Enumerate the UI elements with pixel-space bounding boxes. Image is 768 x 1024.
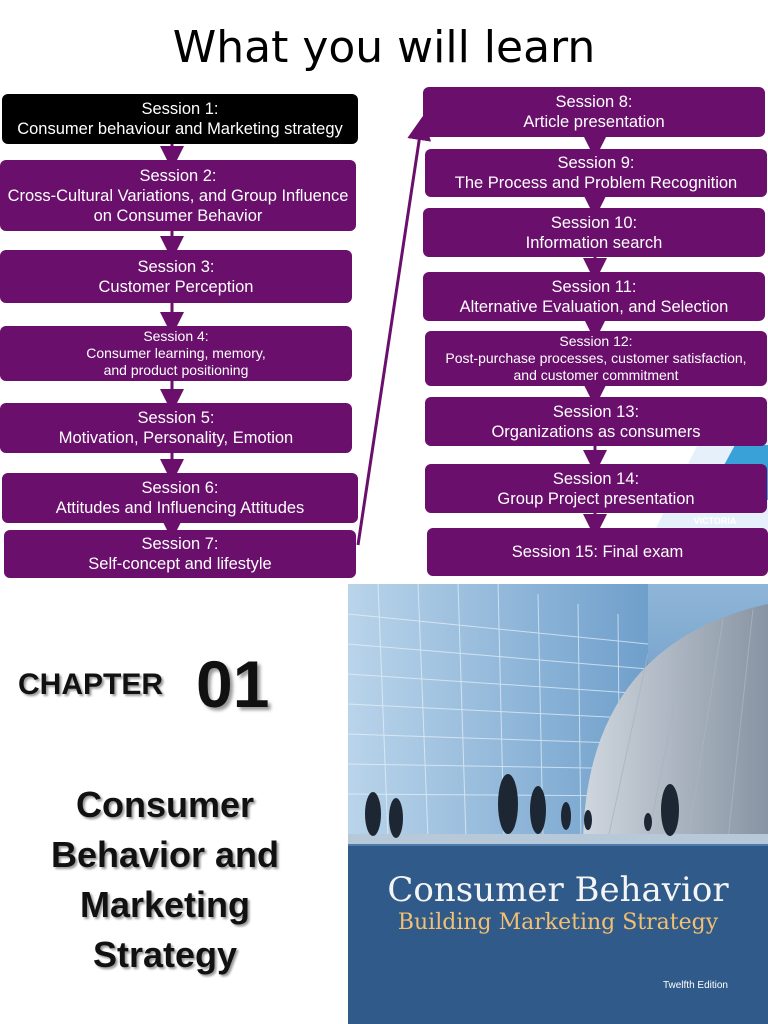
- session-9: Session 9: The Process and Problem Recognition: [425, 149, 767, 197]
- session-2: Session 2: Cross-Cultural Variations, and Group Influence on Consumer Behavior: [0, 160, 356, 231]
- session-10: Session 10: Information search: [423, 208, 765, 257]
- session-13: Session 13: Organizations as consumers: [425, 397, 767, 446]
- session-14: Session 14: Group Project presentation: [425, 464, 767, 513]
- session-4: Session 4: Consumer learning, memory, and product positioning: [0, 326, 352, 381]
- victoria-badge: VICTORIA: [693, 516, 737, 526]
- session-8: Session 8: Article presentation: [423, 87, 765, 137]
- arrow-7-8: [358, 128, 421, 545]
- cover-title: Consumer Behavior: [387, 870, 729, 910]
- chapter-number: 01: [196, 647, 270, 721]
- session-5: Session 5: Motivation, Personality, Emotion: [0, 403, 352, 453]
- chapter-label: CHAPTER: [18, 668, 164, 701]
- chapter-title: Consumer Behavior and Marketing Strategy: [50, 784, 280, 975]
- session-15: Session 15: Final exam: [427, 528, 768, 576]
- cover-edition: Twelfth Edition: [662, 980, 728, 991]
- cover-subtitle: Building Marketing Strategy: [397, 910, 719, 935]
- session-6: Session 6: Attitudes and Influencing Attitudes: [2, 473, 358, 523]
- page-title: What you will learn: [172, 22, 596, 73]
- book-cover: [348, 584, 768, 1024]
- cover-illustration: [348, 584, 768, 1024]
- session-3: Session 3: Customer Perception: [0, 250, 352, 303]
- session-12: Session 12: Post-purchase processes, customer satisfaction, and customer commitment: [425, 331, 767, 386]
- session-1: Session 1: Consumer behaviour and Marketing strategy: [2, 94, 358, 144]
- session-11: Session 11: Alternative Evaluation, and Selection: [423, 272, 765, 321]
- session-7: Session 7: Self-concept and lifestyle: [4, 530, 356, 578]
